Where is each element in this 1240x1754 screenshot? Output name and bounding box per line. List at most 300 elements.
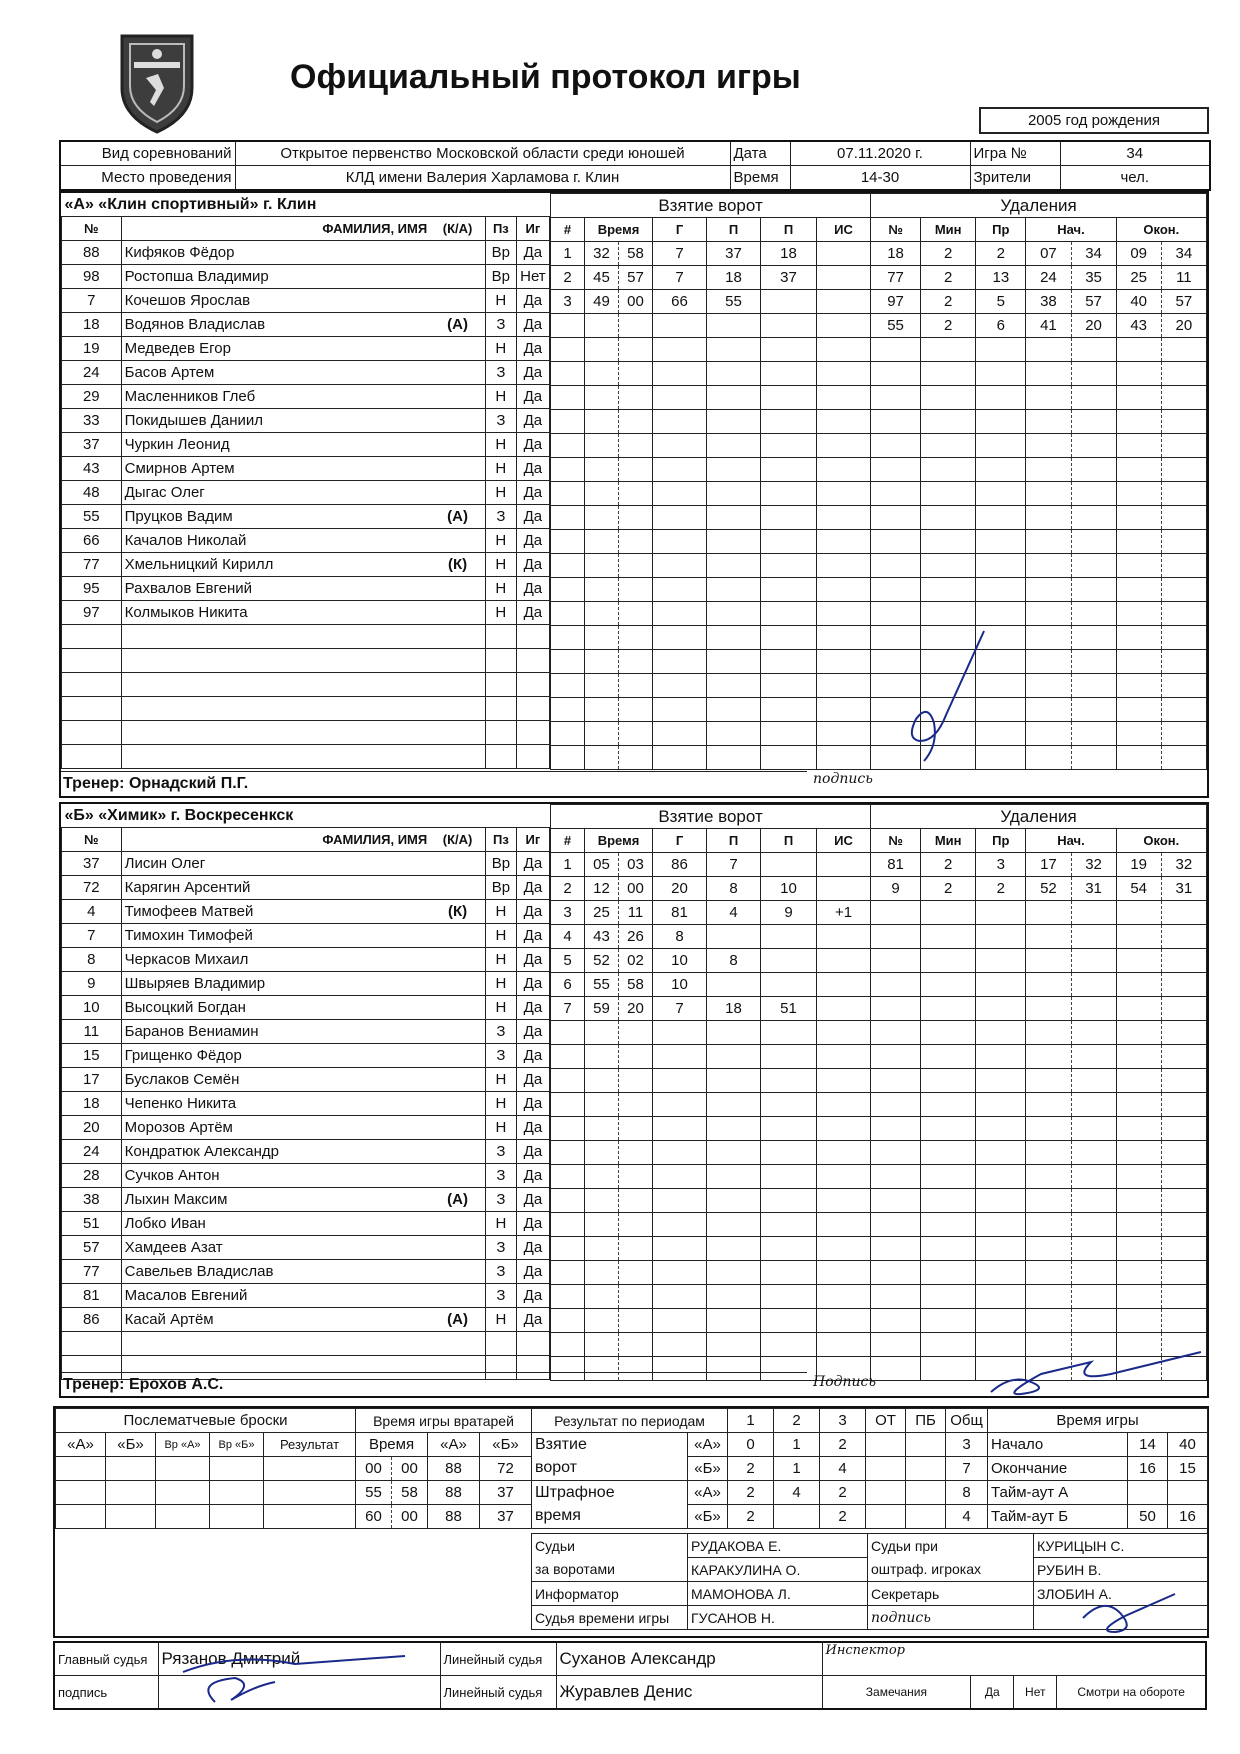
linesman-2-label: Линейный судья	[440, 1676, 556, 1710]
penalty-end-min	[1116, 674, 1161, 698]
penalty-start-min: 52	[1026, 877, 1071, 901]
penalty-end-sec	[1161, 1117, 1206, 1141]
penalty-end-min	[1116, 458, 1161, 482]
player-played: Да	[516, 385, 549, 409]
goal-minute	[585, 1237, 619, 1261]
player-position: Н	[485, 289, 516, 313]
player-row	[62, 601, 550, 625]
goals-label-2: ворот	[532, 1457, 688, 1481]
page-title: Официальный протокол игры	[290, 58, 801, 96]
player-name: Лисин Олег	[121, 852, 430, 876]
penalty-end-min: 25	[1116, 266, 1161, 290]
gk-second: 58	[392, 1481, 428, 1505]
penalty-end-min	[1116, 901, 1161, 925]
penalty-end-sec	[1161, 458, 1206, 482]
goal-assist-1	[707, 1045, 761, 1069]
col-goal-time: Время	[585, 829, 653, 853]
timeout-a-label: Тайм-аут А	[988, 1481, 1128, 1505]
penalty-player	[871, 1213, 921, 1237]
player-name: Масалов Евгений	[121, 1284, 430, 1308]
goal-assist-1	[707, 1285, 761, 1309]
goal-row	[551, 1285, 871, 1309]
penalty-row	[871, 1045, 1207, 1069]
goal-scorer	[653, 1117, 707, 1141]
penalty-player	[871, 482, 921, 506]
player-role	[430, 409, 485, 433]
penalty-player	[871, 949, 921, 973]
goal-minute	[585, 458, 619, 482]
goal-number	[551, 578, 585, 602]
penalty-start-min	[1026, 434, 1071, 458]
penalty-player	[871, 1069, 921, 1093]
goal-number	[551, 1045, 585, 1069]
player-number: 17	[62, 1068, 122, 1092]
goal-situation	[817, 1333, 871, 1357]
penalty-row	[871, 949, 1207, 973]
penalty-minutes	[921, 1309, 976, 1333]
penalty-start-min	[1026, 458, 1071, 482]
period-col-1: 1	[728, 1409, 774, 1433]
goal-row	[551, 1189, 871, 1213]
remarks-yes[interactable]: Да	[971, 1676, 1014, 1708]
goal-situation: +1	[817, 901, 871, 925]
penalty-end-sec	[1161, 1069, 1206, 1093]
goal-assist-2	[761, 1069, 817, 1093]
goal-minute	[585, 602, 619, 626]
goal-assist-2	[761, 458, 817, 482]
penalty-end-min	[1116, 997, 1161, 1021]
goal-row	[551, 1261, 871, 1285]
end-min: 15	[1168, 1457, 1208, 1481]
start-label: Начало	[988, 1433, 1128, 1457]
player-position: З	[485, 1140, 516, 1164]
penalty-end-min	[1116, 746, 1161, 770]
goal-assist-2	[761, 554, 817, 578]
goal-number: 6	[551, 973, 585, 997]
penalty-code	[976, 530, 1026, 554]
col-num: №	[62, 217, 122, 241]
goal-number	[551, 1141, 585, 1165]
goal-row	[551, 242, 871, 266]
goal-number	[551, 1117, 585, 1141]
penalty-end-sec: 11	[1161, 266, 1206, 290]
penalty-minutes	[921, 1213, 976, 1237]
penalty-end-sec	[1161, 1309, 1206, 1333]
goal-second: 02	[619, 949, 653, 973]
penalty-player: 81	[871, 853, 921, 877]
player-name: Кондратюк Александр	[121, 1140, 430, 1164]
periods-title: Результат по периодам	[532, 1409, 728, 1433]
goal-assist-1: 4	[707, 901, 761, 925]
goal-situation	[817, 997, 871, 1021]
goal-assist-1	[707, 506, 761, 530]
pim-b-ot	[866, 1505, 906, 1529]
penalty-player	[871, 1165, 921, 1189]
penalty-end-min	[1116, 949, 1161, 973]
goal-minute	[585, 410, 619, 434]
goal-minute	[585, 626, 619, 650]
goal-situation	[817, 338, 871, 362]
player-number: 48	[62, 481, 122, 505]
player-row	[62, 900, 550, 924]
penalty-end-sec	[1161, 722, 1206, 746]
goal-number	[551, 530, 585, 554]
player-row	[62, 1284, 550, 1308]
goal-assist-1	[707, 338, 761, 362]
team-a-coach: Тренер: Орнадский П.Г.	[61, 771, 807, 796]
goal-assist-2	[761, 1093, 817, 1117]
timeout-b-min: 16	[1168, 1505, 1208, 1529]
player-position: Вр	[485, 241, 516, 265]
player-row	[62, 649, 550, 673]
start-min: 40	[1168, 1433, 1208, 1457]
penalty-start-min	[1026, 386, 1071, 410]
goal-assist-1	[707, 1237, 761, 1261]
player-role: (К)	[430, 900, 485, 924]
penalty-end-sec: 57	[1161, 290, 1206, 314]
secretary-label: Секретарь	[868, 1582, 1034, 1606]
goal-second	[619, 1261, 653, 1285]
penalty-row	[871, 530, 1207, 554]
player-name: Черкасов Михаил	[121, 948, 430, 972]
goal-situation	[817, 1237, 871, 1261]
penalty-minutes	[921, 1069, 976, 1093]
penalty-minutes	[921, 458, 976, 482]
goalie-time-row	[356, 1457, 532, 1481]
goal-row	[551, 362, 871, 386]
timekeeper-value: ГУСАНОВ Н.	[688, 1606, 868, 1630]
goals-a-total: 3	[946, 1433, 988, 1457]
penalty-player	[871, 1357, 921, 1381]
goal-assist-2: 9	[761, 901, 817, 925]
goal-second	[619, 1093, 653, 1117]
penalty-player	[871, 410, 921, 434]
penalty-row	[871, 1093, 1207, 1117]
pim-b-p3: 2	[820, 1505, 866, 1529]
penalty-end-sec	[1161, 602, 1206, 626]
penalty-player	[871, 386, 921, 410]
goal-situation	[817, 746, 871, 770]
player-played: Да	[516, 1212, 549, 1236]
goal-scorer	[653, 338, 707, 362]
penalty-end-min	[1116, 973, 1161, 997]
player-name: Сучков Антон	[121, 1164, 430, 1188]
goal-second	[619, 698, 653, 722]
player-played: Да	[516, 948, 549, 972]
player-position: Вр	[485, 265, 516, 289]
player-name: Тимофеев Матвей	[121, 900, 430, 924]
penalty-end-sec	[1161, 434, 1206, 458]
penalty-start-min	[1026, 1141, 1071, 1165]
player-role: (А)	[430, 1188, 485, 1212]
team-a-block	[59, 191, 1209, 798]
penalty-start-sec	[1071, 602, 1116, 626]
goal-row	[551, 853, 871, 877]
goal-assist-2	[761, 626, 817, 650]
col-pen-start: Нач.	[1026, 218, 1116, 242]
penalty-code	[976, 1213, 1026, 1237]
player-position: Н	[485, 1116, 516, 1140]
player-row	[62, 1236, 550, 1260]
player-row	[62, 337, 550, 361]
penalty-code	[976, 362, 1026, 386]
goal-situation	[817, 482, 871, 506]
penalty-judges-label: Судьи при	[868, 1534, 1034, 1558]
penalty-player	[871, 530, 921, 554]
goal-minute	[585, 1261, 619, 1285]
player-row	[62, 721, 550, 745]
penalty-minutes: 2	[921, 290, 976, 314]
player-name: Смирнов Артем	[121, 457, 430, 481]
penalty-start-sec	[1071, 674, 1116, 698]
goal-scorer: 66	[653, 290, 707, 314]
penalty-player	[871, 578, 921, 602]
penalty-row	[871, 314, 1207, 338]
goal-row	[551, 266, 871, 290]
player-role	[430, 1164, 485, 1188]
player-number: 51	[62, 1212, 122, 1236]
player-row	[62, 876, 550, 900]
penalty-start-sec	[1071, 1117, 1116, 1141]
goal-row	[551, 482, 871, 506]
penalty-end-sec	[1161, 1285, 1206, 1309]
penalty-start-sec	[1071, 973, 1116, 997]
goal-minute	[585, 1333, 619, 1357]
player-position: З	[485, 505, 516, 529]
goal-number	[551, 482, 585, 506]
player-row	[62, 745, 550, 769]
team-a-title: «А» «Клин спортивный» г. Клин	[62, 193, 550, 217]
goal-minute	[585, 1045, 619, 1069]
goal-minute	[585, 1189, 619, 1213]
player-played: Да	[516, 313, 549, 337]
player-role	[430, 265, 485, 289]
penalty-player	[871, 1309, 921, 1333]
player-number: 9	[62, 972, 122, 996]
goal-assist-2	[761, 1285, 817, 1309]
goal-situation	[817, 1189, 871, 1213]
penalty-end-min	[1116, 1189, 1161, 1213]
goal-assist-2	[761, 1141, 817, 1165]
penalty-player	[871, 973, 921, 997]
player-row	[62, 313, 550, 337]
goal-second	[619, 746, 653, 770]
penalty-code	[976, 1069, 1026, 1093]
goal-assist-1	[707, 1141, 761, 1165]
shootout-col-gk-a: Вр «А»	[156, 1433, 210, 1457]
pim-a-p1: 2	[728, 1481, 774, 1505]
team-b-penalties-title: Удаления	[871, 805, 1207, 829]
goal-scorer	[653, 314, 707, 338]
col-name: ФАМИЛИЯ, ИМЯ	[121, 217, 430, 241]
goal-assist-1	[707, 530, 761, 554]
penalty-code	[976, 578, 1026, 602]
goal-situation	[817, 362, 871, 386]
goal-row	[551, 949, 871, 973]
penalty-end-sec	[1161, 1165, 1206, 1189]
goal-second	[619, 506, 653, 530]
goal-second	[619, 314, 653, 338]
goal-minute	[585, 650, 619, 674]
penalty-end-sec	[1161, 901, 1206, 925]
goal-second	[619, 482, 653, 506]
penalty-player: 18	[871, 242, 921, 266]
penalty-player	[871, 434, 921, 458]
goal-scorer	[653, 554, 707, 578]
penalty-code	[976, 482, 1026, 506]
goal-number	[551, 674, 585, 698]
player-position: Вр	[485, 852, 516, 876]
penalty-player	[871, 1021, 921, 1045]
goal-second: 26	[619, 925, 653, 949]
goal-number	[551, 1285, 585, 1309]
penalty-row	[871, 973, 1207, 997]
player-played: Да	[516, 1188, 549, 1212]
player-row	[62, 996, 550, 1020]
player-row	[62, 1308, 550, 1332]
goal-assist-1: 8	[707, 949, 761, 973]
pim-a-total: 8	[946, 1481, 988, 1505]
penalty-row	[871, 506, 1207, 530]
penalty-end-sec	[1161, 1141, 1206, 1165]
goal-number: 1	[551, 242, 585, 266]
goal-assist-1	[707, 482, 761, 506]
penalty-minutes	[921, 362, 976, 386]
player-row	[62, 1044, 550, 1068]
goal-row	[551, 1021, 871, 1045]
penalty-start-min	[1026, 362, 1071, 386]
pim-label: Штрафное	[532, 1481, 688, 1505]
penalty-start-min	[1026, 1021, 1071, 1045]
goal-minute: 49	[585, 290, 619, 314]
penalty-end-sec	[1161, 997, 1206, 1021]
penalty-end-min	[1116, 626, 1161, 650]
penalty-minutes	[921, 1021, 976, 1045]
col-pos: Пз	[485, 828, 516, 852]
goal-scorer: 81	[653, 901, 707, 925]
gk-second: 00	[392, 1505, 428, 1529]
player-position: З	[485, 1284, 516, 1308]
penalty-end-sec	[1161, 1189, 1206, 1213]
player-position: Н	[485, 1212, 516, 1236]
goal-minute	[585, 1069, 619, 1093]
player-number: 57	[62, 1236, 122, 1260]
goal-assist-1	[707, 650, 761, 674]
player-number: 7	[62, 289, 122, 313]
player-name: Лобко Иван	[121, 1212, 430, 1236]
goal-assist-2	[761, 410, 817, 434]
pim-b-pb	[906, 1505, 946, 1529]
goal-assist-1	[707, 722, 761, 746]
penalty-code	[976, 1045, 1026, 1069]
goal-situation	[817, 877, 871, 901]
penalty-code: 2	[976, 877, 1026, 901]
date-value: 07.11.2020 г.	[790, 141, 970, 166]
goal-situation	[817, 650, 871, 674]
penalty-start-min	[1026, 1309, 1071, 1333]
penalty-start-min	[1026, 602, 1071, 626]
player-row	[62, 529, 550, 553]
goal-minute: 45	[585, 266, 619, 290]
team-a-penalties-title: Удаления	[871, 194, 1207, 218]
penalty-minutes	[921, 530, 976, 554]
player-number: 10	[62, 996, 122, 1020]
penalty-end-min	[1116, 554, 1161, 578]
penalty-end-sec: 31	[1161, 877, 1206, 901]
goal-number	[551, 1261, 585, 1285]
penalty-row	[871, 1237, 1207, 1261]
penalty-player	[871, 901, 921, 925]
goal-assist-2	[761, 578, 817, 602]
penalty-minutes	[921, 1117, 976, 1141]
penalty-start-sec: 20	[1071, 314, 1116, 338]
penalty-row	[871, 1141, 1207, 1165]
player-position: З	[485, 1236, 516, 1260]
goal-situation	[817, 290, 871, 314]
goal-minute: 25	[585, 901, 619, 925]
penalty-row	[871, 434, 1207, 458]
penalty-player: 97	[871, 290, 921, 314]
remarks-no[interactable]: Нет	[1014, 1676, 1057, 1708]
goal-assist-1	[707, 1093, 761, 1117]
goal-situation	[817, 458, 871, 482]
gk-col-b: «Б»	[480, 1433, 532, 1457]
team-a-coach-signature	[876, 623, 1006, 773]
goal-row	[551, 1213, 871, 1237]
penalty-end-sec	[1161, 949, 1206, 973]
goal-second	[619, 1333, 653, 1357]
penalty-minutes	[921, 482, 976, 506]
col-pen-num: №	[871, 218, 921, 242]
player-row	[62, 852, 550, 876]
goal-second: 00	[619, 877, 653, 901]
penalty-start-min	[1026, 1213, 1071, 1237]
player-number: 4	[62, 900, 122, 924]
player-number: 11	[62, 1020, 122, 1044]
player-role	[430, 1236, 485, 1260]
goal-row	[551, 1333, 871, 1357]
player-name: Чуркин Леонид	[121, 433, 430, 457]
goal-row	[551, 602, 871, 626]
penalty-code	[976, 434, 1026, 458]
penalty-start-min	[1026, 997, 1071, 1021]
goal-number	[551, 602, 585, 626]
penalty-minutes	[921, 997, 976, 1021]
penalty-code: 2	[976, 242, 1026, 266]
penalty-player	[871, 506, 921, 530]
penalty-row	[871, 1285, 1207, 1309]
goal-row	[551, 650, 871, 674]
player-role	[430, 385, 485, 409]
penalty-end-sec	[1161, 1045, 1206, 1069]
goal-number	[551, 698, 585, 722]
goal-assist-2	[761, 314, 817, 338]
goal-scorer	[653, 506, 707, 530]
player-position: Н	[485, 457, 516, 481]
goal-scorer	[653, 650, 707, 674]
goal-assist-1	[707, 746, 761, 770]
penalty-start-min	[1026, 901, 1071, 925]
goal-number	[551, 386, 585, 410]
player-played: Да	[516, 1116, 549, 1140]
penalty-start-min	[1026, 925, 1071, 949]
penalty-row	[871, 410, 1207, 434]
penalty-end-sec: 32	[1161, 853, 1206, 877]
goal-row	[551, 973, 871, 997]
col-name: ФАМИЛИЯ, ИМЯ	[121, 828, 430, 852]
period-results-table	[531, 1408, 988, 1529]
goal-second	[619, 578, 653, 602]
